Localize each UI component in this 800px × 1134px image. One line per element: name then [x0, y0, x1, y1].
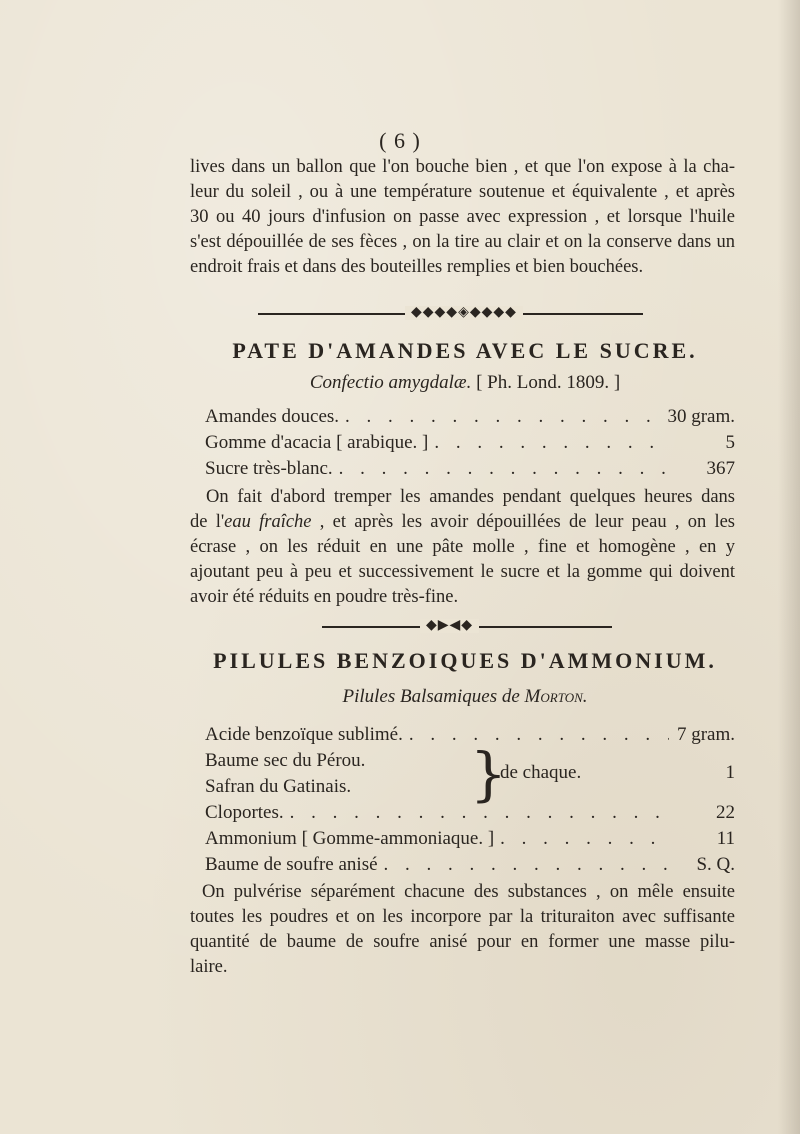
ingredient-qty: 7 gram.	[676, 724, 735, 745]
subtitle-text: Pilules Balsamiques de	[342, 686, 525, 707]
ingredient-qty: 30 gram.	[667, 406, 735, 427]
ingredient-name: Acide benzoïque sublimé.	[205, 724, 403, 745]
ingredient-name: Baume sec du Pérou.	[205, 750, 366, 771]
ingredient-name: Ammonium [ Gomme-ammoniaque. ]	[205, 828, 495, 849]
method-paragraph	[190, 485, 735, 610]
ingredient-name: Amandes douces.	[205, 406, 340, 427]
dot-leader	[339, 456, 669, 482]
brace-icon: }	[470, 740, 507, 808]
method-line: quantité de baume de soufre anisé pour en former une masse pilu-	[190, 932, 735, 952]
ingredient-name: Baume de soufre anisé	[205, 854, 378, 875]
method-line: On fait d'abord tremper les amandes pendant quelques heures dans	[206, 487, 735, 507]
section-title: PILULES BENZOIQUES D'AMMONIUM.	[213, 648, 717, 673]
pharmacopoeia-ref: [ Ph. Lond. 1809. ]	[476, 372, 621, 393]
method-text: , et après les avoir dépouillées de leur peau , on les	[311, 512, 735, 532]
ingredient-qty: 11	[716, 828, 735, 849]
ingredient-row	[205, 430, 735, 456]
grouped-ingredients	[205, 740, 735, 808]
intro-line: s'est dépouillée de ses fèces , on la tire au clair et on la conserve dans un	[190, 232, 735, 252]
dot-leader	[345, 404, 661, 430]
ingredient-qty: S. Q.	[696, 854, 735, 875]
ingredient-name: Sucre très-blanc.	[205, 458, 333, 479]
page-number: ( 6 )	[379, 128, 421, 153]
dot-leader	[384, 852, 669, 878]
section-subtitle	[170, 372, 760, 394]
group-label: de chaque.	[500, 762, 582, 783]
ingredient-qty: 1	[725, 762, 735, 783]
dot-leader	[434, 430, 669, 456]
intro-paragraph	[190, 155, 735, 280]
ingredient-name: Gomme d'acacia [ arabique. ]	[205, 432, 429, 453]
section-title: PATE D'AMANDES AVEC LE SUCRE.	[232, 338, 698, 363]
dot-leader	[500, 826, 669, 852]
dot-leader	[290, 800, 669, 826]
ornament-icon: ◆◆◆◆◈◆◆◆◆	[405, 306, 523, 320]
method-line: toutes les poudres et on les incorpore par la trituraiton avec suffisante	[190, 907, 735, 927]
method-line: écrase , on les réduit en une pâte molle , fine et homogène , en y	[190, 537, 735, 557]
ingredient-qty: 367	[706, 458, 735, 479]
ingredient-row	[205, 800, 735, 826]
method-line: On pulvérise séparément chacune des substances , on mêle ensuite	[202, 882, 735, 902]
latin-name: Confectio amygdalæ.	[309, 372, 472, 393]
method-italic-text: eau fraîche	[224, 512, 312, 532]
ingredient-name: Cloportes.	[205, 802, 284, 823]
method-line: laire.	[190, 957, 228, 977]
ingredient-qty: 22	[716, 802, 735, 823]
section-subtitle	[170, 686, 760, 708]
method-text: de l'	[190, 512, 225, 532]
ornament-icon: ◆▶◀◆	[420, 619, 479, 633]
ingredient-row	[205, 404, 735, 430]
intro-line: endroit frais et dans des bouteilles remplies et bien bouchées.	[190, 257, 644, 277]
ingredient-row	[205, 826, 735, 852]
ingredient-row	[205, 456, 735, 482]
intro-line: lives dans un ballon que l'on bouche bien , et que l'on expose à la cha-	[190, 157, 735, 177]
intro-line: 30 ou 40 jours d'infusion on passe avec expression , et lorsque l'huile	[190, 207, 735, 227]
method-line: avoir été réduits en poudre très-fine.	[190, 587, 459, 607]
dot-leader	[409, 722, 669, 748]
method-line	[190, 510, 735, 535]
method-line: ajoutant peu à peu et successivement le sucre et la gomme qui doivent	[190, 562, 735, 582]
ingredient-name: Safran du Gatinais.	[205, 776, 352, 797]
subtitle-text: .	[582, 686, 588, 707]
author-name: Morton	[524, 686, 583, 707]
intro-line: leur du soleil , ou à une température soutenue et équivalente , et après	[190, 182, 735, 202]
page-edge-shadow	[778, 0, 800, 1134]
ingredient-row	[205, 852, 735, 878]
ingredient-qty: 5	[725, 432, 735, 453]
method-paragraph	[190, 880, 735, 980]
